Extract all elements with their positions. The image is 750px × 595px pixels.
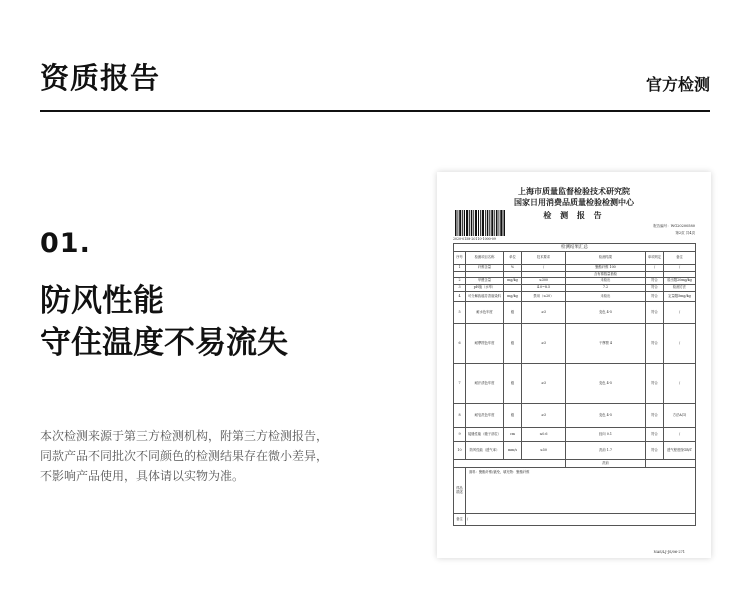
table-cell: 方法A(1)	[664, 404, 696, 428]
report-table-body	[454, 265, 696, 460]
table-cell: ≥3	[522, 404, 566, 428]
table-cell: 未检出	[566, 292, 646, 302]
table-cell: /	[664, 364, 696, 404]
table-row	[454, 324, 696, 364]
table-row	[454, 364, 696, 404]
washing-row	[454, 460, 696, 468]
table-row	[454, 285, 696, 292]
table-cell: 纤维含量	[466, 265, 504, 272]
table-cell: 符合	[646, 364, 664, 404]
column-header: 检测结果	[566, 252, 646, 265]
report-title: 检 测 报 告	[543, 210, 605, 220]
table-cell: 耐汗渍色牢度	[466, 364, 504, 404]
table-cell: 符合	[646, 428, 664, 442]
table-cell: 接缝性能（缝子部位）	[466, 428, 504, 442]
disclaimer-line-3: 不影响产品使用，具体请以实物为准。	[40, 469, 245, 483]
summary-title: 检测结果汇总	[454, 244, 696, 252]
column-header: 技术要求	[522, 252, 566, 265]
table-cell: cm	[504, 428, 522, 442]
table-row	[454, 292, 696, 302]
table-row	[454, 302, 696, 324]
table-cell: 符合	[646, 404, 664, 428]
table-cell: 符合	[646, 292, 664, 302]
table-cell: 符合	[646, 302, 664, 324]
disclaimer-line-1: 本次检测来源于第三方检测机构，附第三方检测报告，	[40, 429, 329, 443]
remarks-text: /	[466, 514, 696, 526]
table-cell: 干摩擦 4	[566, 324, 646, 364]
table-cell: ≥3	[522, 364, 566, 404]
table-cell: 经向 0.1	[566, 428, 646, 442]
table-cell: 耐摩擦色牢度	[466, 324, 504, 364]
report-institute-name: 上海市质量监督检验技术研究院	[518, 186, 630, 196]
table-cell: 防风性能（透气率）	[466, 442, 504, 460]
table-cell: 3	[454, 285, 466, 292]
table-cell: 级	[504, 324, 522, 364]
table-cell: 6	[454, 324, 466, 364]
table-cell: 级	[504, 364, 522, 404]
report-summary-table	[453, 243, 696, 526]
table-cell: 5	[454, 302, 466, 324]
table-cell: 洗前 1.7	[566, 442, 646, 460]
headline-line-2: 守住温度不易流失	[40, 325, 288, 361]
column-header: 备注	[664, 252, 696, 265]
barcode-number: 2020-0158-20110-1000-09	[453, 237, 496, 241]
table-cell: /	[664, 265, 696, 272]
table-cell: 检出限20mg/kg	[664, 278, 696, 285]
report-center-name: 国家日用消费品质量检验检测中心	[514, 197, 634, 207]
table-cell: 2	[454, 278, 466, 285]
table-cell: /	[646, 265, 664, 272]
inspection-report-image	[437, 172, 711, 558]
headline-line-1: 防风性能	[40, 283, 164, 319]
table-cell: 变色 4-5	[566, 404, 646, 428]
column-header: 检测项目名称	[466, 252, 504, 265]
sample-text: 面料：聚酯纤维/氨纶，填充物：聚酯纤维	[466, 468, 696, 514]
table-cell: 级	[504, 302, 522, 324]
table-cell: 9	[454, 428, 466, 442]
table-cell: 符合	[646, 442, 664, 460]
table-cell: 级	[504, 404, 522, 428]
table-cell: 符合	[646, 324, 664, 364]
disclaimer-text	[40, 426, 370, 486]
table-cell: mm/s	[504, 442, 522, 460]
table-cell: 4.0~8.5	[522, 285, 566, 292]
table-cell: 符合	[646, 285, 664, 292]
washing-label: 洗前	[566, 460, 646, 468]
column-header: 序号	[454, 252, 466, 265]
table-cell: 耐皂洗色牢度	[466, 404, 504, 428]
table-cell: 1	[454, 265, 466, 272]
remarks-label: 备注	[454, 514, 466, 526]
report-footer-code: NAS/LJ-JS/06-271	[653, 550, 685, 554]
table-cell: 未检出	[566, 278, 646, 285]
table-cell: 可分解致癌芳香胺染料	[466, 292, 504, 302]
column-header: 单项判定	[646, 252, 664, 265]
table-cell: ≤0.6	[522, 428, 566, 442]
table-cell: 8	[454, 404, 466, 428]
table-cell: /	[664, 302, 696, 324]
table-cell: 含有棉数量抽检	[566, 272, 646, 278]
table-cell: 变色 4-5	[566, 302, 646, 324]
section-headline	[40, 280, 288, 364]
table-cell: ≥3	[522, 302, 566, 324]
table-cell: ≤300	[522, 278, 566, 285]
table-cell: 7	[454, 364, 466, 404]
section-number: 01.	[40, 228, 91, 259]
table-cell: /	[664, 324, 696, 364]
table-row	[454, 265, 696, 272]
table-cell: 耐水色牢度	[466, 302, 504, 324]
table-row	[454, 442, 696, 460]
page-title: 资质报告	[40, 61, 161, 95]
column-header: 单位	[504, 252, 522, 265]
table-cell: 禁用（≤20）	[522, 292, 566, 302]
table-cell: ≤50	[522, 442, 566, 460]
table-row	[454, 404, 696, 428]
table-cell: mg/kg	[504, 278, 522, 285]
table-cell: %	[504, 265, 522, 272]
official-inspection-label: 官方检测	[645, 75, 710, 94]
disclaimer-line-2: 同款产品不同批次不同颜色的检测结果存在微小差异，	[40, 449, 329, 463]
table-cell: /	[664, 428, 696, 442]
table-cell: 7.2	[566, 285, 646, 292]
table-cell: 10	[454, 442, 466, 460]
table-row	[454, 428, 696, 442]
table-cell: /	[522, 265, 566, 272]
report-page-info: 第2页 共4页	[675, 231, 695, 235]
table-cell: 甲醛含量	[466, 278, 504, 285]
table-cell: mg/kg	[504, 292, 522, 302]
header-divider	[40, 110, 710, 112]
table-cell: 聚酯纤维 100	[566, 265, 646, 272]
table-cell: 4	[454, 292, 466, 302]
table-header-row	[454, 252, 696, 265]
table-cell: 变色 4-5	[566, 364, 646, 404]
report-number: 报告编号：WG20200580	[653, 224, 695, 228]
table-cell: 检测方法	[664, 285, 696, 292]
remarks-row	[454, 514, 696, 526]
table-row	[454, 278, 696, 285]
table-cell: pH值（水萃）	[466, 285, 504, 292]
barcode-icon	[455, 210, 505, 236]
table-cell	[504, 285, 522, 292]
table-cell: ≥3	[522, 324, 566, 364]
table-cell: 定量限5mg/kg	[664, 292, 696, 302]
sample-label: 样品描述	[454, 468, 466, 514]
sample-description-row	[454, 468, 696, 514]
table-cell: 符合	[646, 278, 664, 285]
table-cell: 透气程度按GB/T	[664, 442, 696, 460]
